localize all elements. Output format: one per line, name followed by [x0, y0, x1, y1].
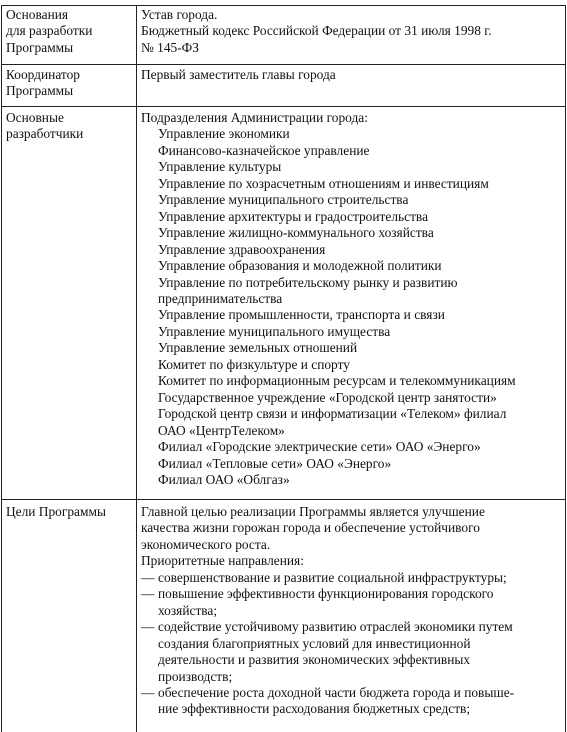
priorities-heading: Приоритетные направления:	[141, 553, 304, 569]
label-line: для разработки	[6, 23, 93, 39]
bullet-item	[141, 685, 561, 718]
list-item-continuation: ОАО «ЦентрТелеком»	[158, 422, 285, 438]
list-item-continuation: предпринимательства	[158, 290, 283, 306]
row-divider-1	[1, 64, 566, 65]
list-item: Управление промышленности, транспорта и связи	[158, 307, 445, 323]
bullet-line: хозяйства;	[158, 602, 218, 618]
list-item: Управление земельных отношений	[158, 340, 358, 356]
row-label	[6, 110, 132, 143]
list-item: Комитет по информационным ресурсам и телекоммуникациям	[158, 373, 516, 389]
label-line: разработчики	[6, 126, 84, 142]
row-label	[6, 504, 132, 520]
list-item: Управление жилищно-коммунального хозяйства	[158, 225, 434, 241]
list-item: Управление по хозрасчетным отношениям и инвестициям	[158, 175, 489, 191]
label-line: Координатор	[6, 67, 80, 82]
label-line: Программы	[6, 83, 74, 99]
bullet-line: производств;	[158, 668, 233, 684]
content-line: Устав города.	[141, 7, 218, 22]
list-item: Городской центр связи и информатизации «Телеком» филиал	[158, 406, 507, 422]
content-line: № 145-ФЗ	[141, 39, 199, 55]
row-label	[6, 7, 132, 56]
developers-intro: Подразделения Администрации города:	[141, 110, 368, 125]
goal-paragraph-line: Главной целью реализации Программы является улучшение	[141, 504, 485, 519]
bullet-line: — содействие устойчивому развитию отраслей экономики путем	[158, 619, 513, 635]
row-divider-3	[1, 499, 566, 500]
list-item: Управление архитектуры и градостроительства	[158, 208, 429, 224]
row-label	[6, 67, 132, 100]
bullet-line: — совершенствование и развитие социальной инфраструктуры;	[158, 569, 507, 585]
content-line: Первый заместитель главы города	[141, 67, 336, 82]
table-border-top	[1, 5, 566, 6]
bullet-item	[141, 586, 561, 619]
table-border-right	[565, 5, 566, 732]
label-line: Основания	[6, 7, 69, 22]
bullet-line: деятельности и развития экономических эффективных	[158, 652, 471, 668]
list-item: Финансово-казначейское управление	[158, 142, 370, 158]
list-item: Управление муниципального строительства	[158, 192, 409, 208]
list-item: Управление культуры	[158, 159, 282, 175]
bullet-line: — повышение эффективности функционирования городского	[158, 586, 494, 602]
label-line: Программы	[6, 39, 74, 55]
row-divider-2	[1, 106, 566, 107]
list-item: Филиал ОАО «Облгаз»	[158, 471, 290, 487]
bullet-line: ние эффективности расходования бюджетных средств;	[158, 701, 471, 717]
list-item: Комитет по физкультуре и спорту	[158, 356, 350, 372]
list-item: Управление экономики	[158, 126, 290, 142]
row-content	[141, 67, 561, 83]
bullet-line: создания благоприятных условий для инвестиционной	[158, 635, 471, 651]
goal-paragraph-line: экономического роста.	[141, 536, 271, 552]
row-content	[141, 504, 561, 718]
list-item: Управление образования и молодежной политики	[158, 258, 442, 274]
bullet-line: — обеспечение роста доходной части бюджета города и повыше-	[158, 684, 515, 700]
list-item: Филиал «Городские электрические сети» ОАО «Энерго»	[158, 439, 481, 455]
bullet-item	[141, 570, 561, 586]
list-item: Управление здравоохранения	[158, 241, 326, 257]
label-line: Основные	[6, 110, 64, 125]
goal-paragraph-line: качества жизни горожан города и обеспечение устойчивого	[141, 520, 480, 536]
content-line: Бюджетный кодекс Российской Федерации от 31 июля 1998 г.	[141, 23, 492, 39]
list-item: Управление по потребительскому рынку и развитию	[158, 274, 458, 290]
row-content	[141, 110, 561, 488]
column-divider	[136, 5, 137, 732]
bullet-item	[141, 619, 561, 685]
label-line: Цели Программы	[6, 504, 106, 519]
list-item: Государственное учреждение «Городской центр занятости»	[158, 389, 497, 405]
row-content	[141, 7, 561, 56]
table-border-left	[1, 5, 2, 732]
list-item: Управление муниципального имущества	[158, 323, 391, 339]
list-item: Филиал «Тепловые сети» ОАО «Энерго»	[158, 455, 392, 471]
developers-list	[141, 126, 561, 488]
